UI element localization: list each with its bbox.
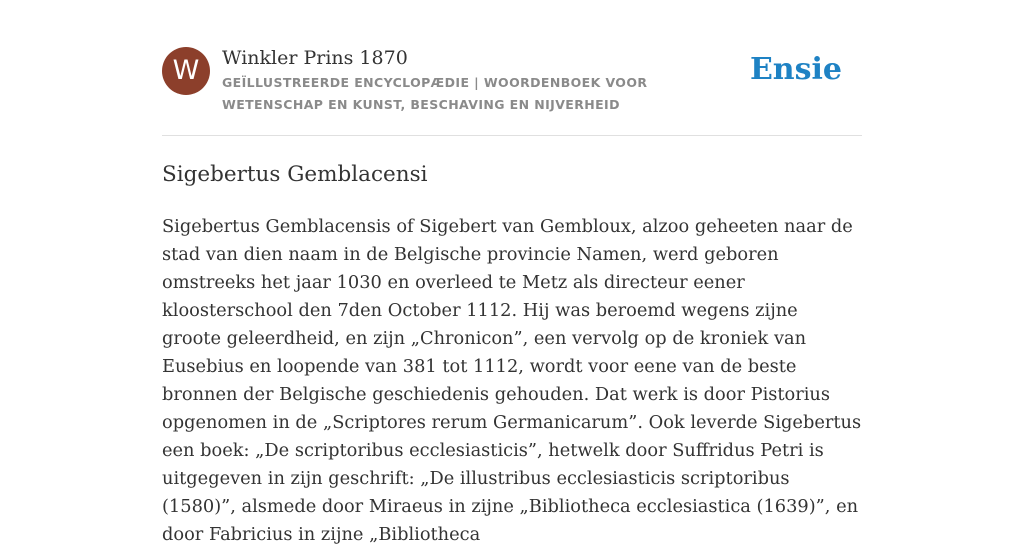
header xyxy=(162,46,862,136)
avatar[interactable]: W xyxy=(162,47,210,95)
brand-logo[interactable]: Ensie xyxy=(749,52,842,87)
entry-body: Sigebertus Gemblacensis of Sigebert van Gembloux, alzoo geheeten naar de stad van dien naam in de Belgische provincie Namen, werd geboren omstreeks het jaar 1030 en overleed te Metz als directeur eener kloosterschool den 7den October 1112. Hij was beroemd wegens zijne groote geleerdheid, en zijn „Chronicon”, een vervolg op de kroniek van Eusebius en loopende van 381 tot 1112, wordt voor eene van de beste bronnen der Belgische geschiedenis gehouden. Dat werk is door Pistorius opgenomen in de „Scriptores rerum Germanicarum”. Ook leverde Sigebertus een boek: „De scriptoribus ecclesiasticis”, hetwelk door Suffridus Petri is uitgegeven in zijn geschrift: „De illustribus ecclesiasticis scriptoribus (1580)”, alsmede door Miraeus in zijne „Bibliotheca ecclesiastica (1639)”, en door Fabricius in zijne „Bibliotheca xyxy=(162,216,862,545)
entry-title: Sigebertus Gemblacensi xyxy=(162,162,428,187)
source-subtitle: GEÏLLUSTREERDE ENCYCLOPÆDIE | WOORDENBOEK VOOR WETENSCHAP EN KUNST, BESCHAVING EN NIJVERHEID xyxy=(222,75,648,112)
source-title[interactable]: Winkler Prins 1870 xyxy=(222,47,408,69)
divider xyxy=(162,135,862,136)
